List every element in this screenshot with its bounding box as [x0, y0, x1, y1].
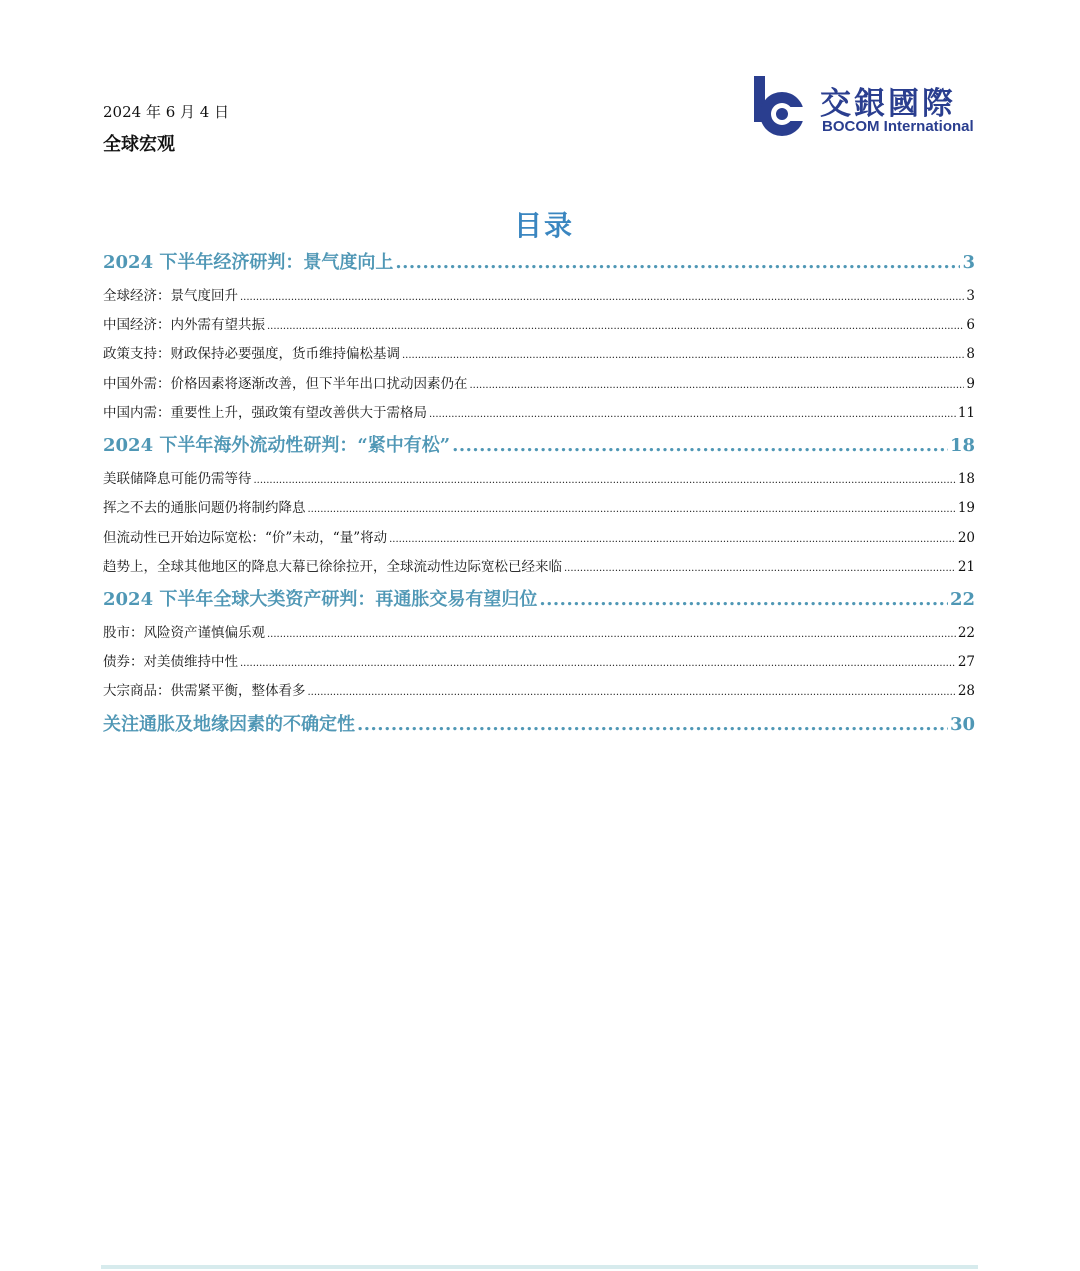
toc-section-entry[interactable]: [103, 555, 975, 575]
toc-entry-label: 但流动性已开始边际宽松：“价”未动，“量”将动: [103, 530, 388, 546]
toc-page-number: 27: [957, 654, 975, 670]
toc-page-number: 18: [957, 471, 975, 487]
toc-entry-label: 债券：对美债维持中性: [103, 654, 238, 670]
toc-dot-leader: [452, 435, 948, 456]
footer-divider: [101, 1265, 978, 1269]
toc-entry-label: 美联储降息可能仍需等待: [103, 471, 252, 487]
toc-page-number: 30: [949, 714, 975, 735]
toc-section-entry[interactable]: [103, 372, 975, 392]
toc-page-number: 20: [957, 530, 975, 546]
toc-dot-leader: [395, 252, 960, 273]
toc-entry-label: 中国内需：重要性上升，强政策有望改善供大于需格局: [103, 405, 427, 421]
toc-dot-leader: [267, 625, 956, 641]
toc-dot-leader: [240, 288, 964, 304]
logo-english-name: BOCOM International: [822, 118, 974, 135]
toc-dot-leader: [389, 530, 956, 546]
toc-page-number: 28: [957, 683, 975, 699]
toc-chapter-entry[interactable]: [103, 431, 975, 457]
toc-dot-leader: [254, 471, 956, 487]
report-date: 2024 年 6 月 4 日: [103, 103, 230, 121]
toc-dot-leader: [470, 376, 965, 392]
toc-entry-label: 2024 下半年海外流动性研判：“紧中有松”: [103, 435, 451, 456]
toc-page-number: 22: [949, 589, 975, 610]
toc-section-entry[interactable]: [103, 496, 975, 516]
toc-title: 目录: [513, 209, 574, 242]
toc-entry-label: 关注通胀及地缘因素的不确定性: [103, 714, 355, 735]
toc-section-entry[interactable]: [103, 401, 975, 421]
toc-dot-leader: [308, 683, 956, 699]
logo-chinese-name: 交銀國際: [820, 86, 956, 122]
toc-page-number: 19: [957, 500, 975, 516]
toc-entry-label: 中国外需：价格因素将逐渐改善，但下半年出口扰动因素仍在: [103, 376, 468, 392]
toc-dot-leader: [564, 559, 956, 575]
toc-entry-label: 全球经济：景气度回升: [103, 288, 238, 304]
toc-page-number: 9: [966, 376, 975, 392]
toc-dot-leader: [402, 346, 964, 362]
toc-section-entry[interactable]: [103, 313, 975, 333]
toc-section-entry[interactable]: [103, 621, 975, 641]
toc-dot-leader: [240, 654, 956, 670]
toc-section-entry[interactable]: [103, 679, 975, 699]
toc-page-number: 22: [957, 625, 975, 641]
toc-entry-label: 挥之不去的通胀问题仍将制约降息: [103, 500, 306, 516]
toc-section-entry[interactable]: [103, 284, 975, 304]
toc-section-entry[interactable]: [103, 342, 975, 362]
toc-page-number: 11: [957, 405, 975, 421]
toc-dot-leader: [308, 500, 956, 516]
toc-dot-leader: [539, 589, 948, 610]
toc-entry-label: 2024 下半年全球大类资产研判：再通胀交易有望归位: [103, 589, 538, 610]
toc-page-number: 21: [957, 559, 975, 575]
toc-chapter-entry[interactable]: [103, 710, 975, 736]
toc-dot-leader: [357, 714, 948, 735]
toc-entry-label: 2024 下半年经济研判：景气度向上: [103, 252, 394, 273]
toc-page-number: 6: [966, 317, 975, 333]
toc-section-entry[interactable]: [103, 650, 975, 670]
toc-section-entry[interactable]: [103, 467, 975, 487]
toc-page-number: 8: [966, 346, 975, 362]
company-logo: [752, 74, 982, 140]
toc-chapter-entry[interactable]: [103, 248, 975, 274]
toc-dot-leader: [429, 405, 956, 421]
toc-dot-leader: [267, 317, 964, 333]
toc-page-number: 3: [966, 288, 975, 304]
toc-page-number: 18: [949, 435, 975, 456]
report-section: 全球宏观: [103, 134, 175, 155]
toc-entry-label: 趋势上，全球其他地区的降息大幕已徐徐拉开，全球流动性边际宽松已经来临: [103, 559, 562, 575]
toc-chapter-entry[interactable]: [103, 585, 975, 611]
toc-entry-label: 政策支持：财政保持必要强度，货币维持偏松基调: [103, 346, 400, 362]
toc-entry-label: 股市：风险资产谨慎偏乐观: [103, 625, 265, 641]
toc-section-entry[interactable]: [103, 526, 975, 546]
toc-entry-label: 大宗商品：供需紧平衡，整体看多: [103, 683, 306, 699]
bocom-logo-icon: [752, 74, 814, 140]
toc-entry-label: 中国经济：内外需有望共振: [103, 317, 265, 333]
toc-page-number: 3: [962, 252, 975, 273]
